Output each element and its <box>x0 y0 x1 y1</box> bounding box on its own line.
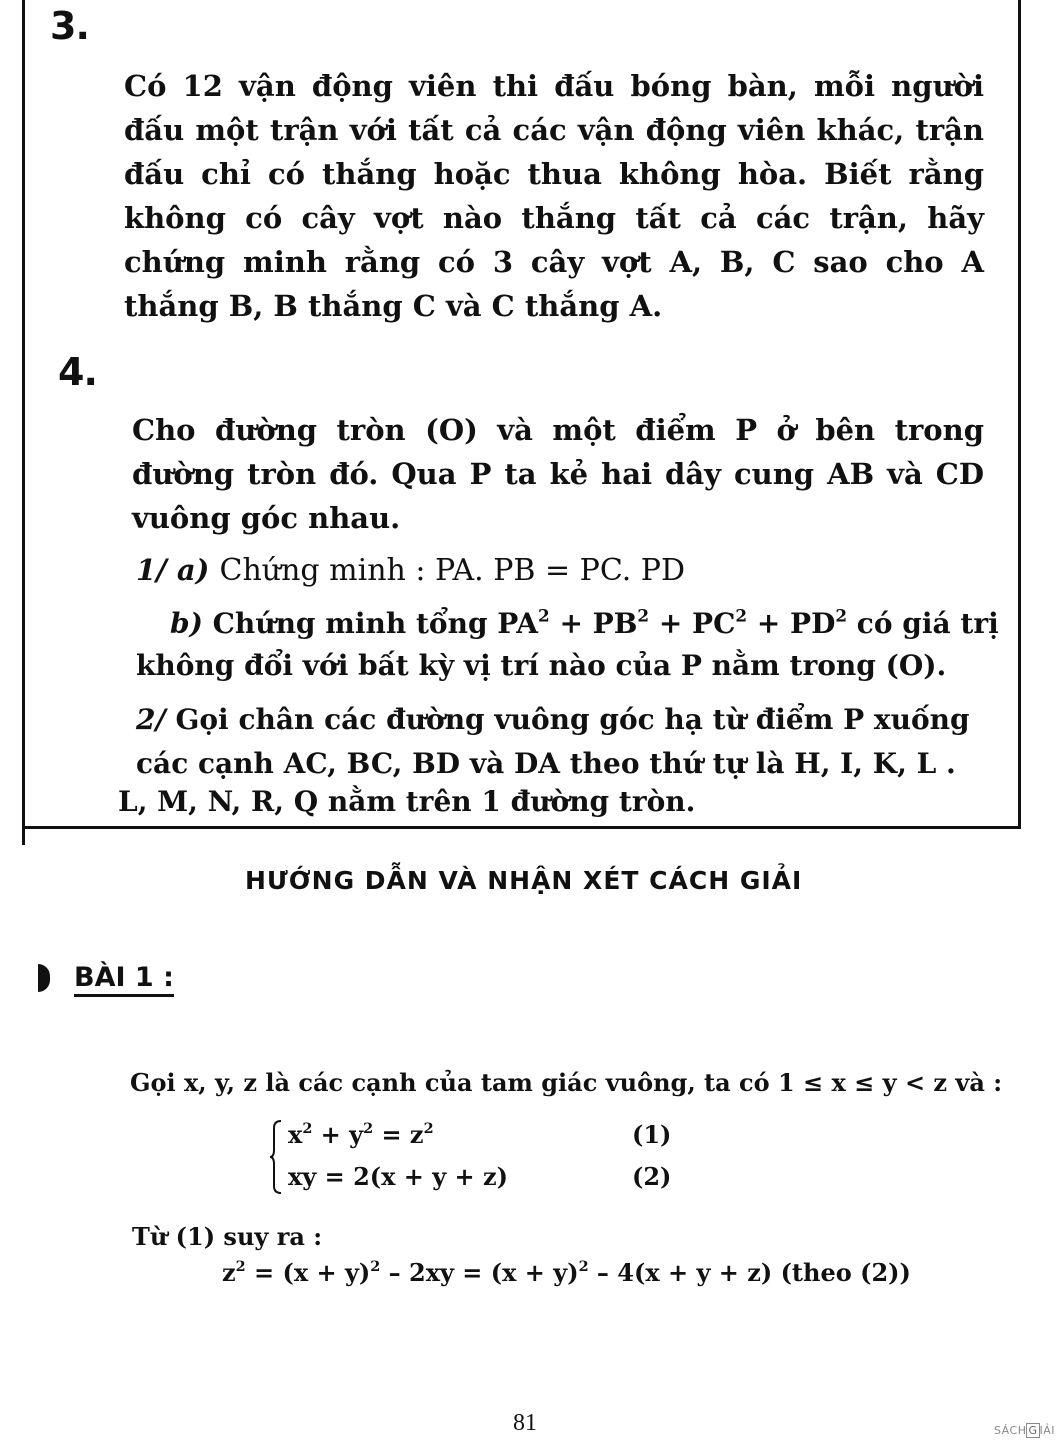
eq1-z: = z <box>373 1120 424 1149</box>
part-1a-text: Chứng minh : PA. PB = PC. PD <box>219 553 686 588</box>
exponent: 2 <box>835 605 848 626</box>
equation-1 <box>288 1120 434 1149</box>
bai-1-label: BÀI 1 : <box>74 962 174 997</box>
eq1-x: x <box>288 1120 303 1149</box>
part-1b-plus-pd: + PD <box>747 607 836 640</box>
exponent: 2 <box>637 605 650 626</box>
equation-2: xy = 2(x + y + z) <box>288 1162 509 1191</box>
from-eq1: Từ (1) suy ra : <box>132 1222 323 1251</box>
problem-3-number: 3. <box>50 4 89 48</box>
problem-3-line: Có 12 vận động viên thi đấu bóng bàn, mỗi người <box>124 69 984 103</box>
part-1b-text-post: có giá trị <box>847 607 999 640</box>
z-squared-derivation <box>222 1258 911 1287</box>
box-left-border <box>22 0 25 845</box>
page-number: 81 <box>513 1410 537 1436</box>
logo-right: IẢI <box>1039 1424 1056 1437</box>
exponent: 2 <box>735 605 748 626</box>
problem-4-line: Cho đường tròn (O) và một điểm P ở bên trong <box>132 413 984 447</box>
exponent: 2 <box>578 1257 589 1275</box>
equation-2-tag: (2) <box>632 1162 672 1191</box>
problem-4-part-2-line3: L, M, N, R, Q nằm trên 1 đường tròn. <box>118 785 696 818</box>
problem-3-line: không có cây vợt nào thắng tất cả các trận, hãy <box>124 201 984 235</box>
part-2-label: 2/ <box>136 703 166 736</box>
logo-left: SÁCH <box>994 1424 1027 1437</box>
guide-heading: HƯỚNG DẪN VÀ NHẬN XÉT CÁCH GIẢI <box>245 866 803 895</box>
solution-intro: Gọi x, y, z là các cạnh của tam giác vuông, ta có 1 ≤ x ≤ y < z và : <box>130 1068 1003 1097</box>
box-bottom-border <box>22 826 1021 829</box>
problem-4-number: 4. <box>58 350 97 394</box>
part-1a-label: 1/ a) <box>136 553 210 587</box>
exponent: 2 <box>363 1119 374 1137</box>
exponent: 2 <box>302 1119 313 1137</box>
box-right-border <box>1018 0 1021 788</box>
z2-part-b: = (x + y) <box>245 1258 371 1287</box>
problem-3-line: thắng B, B thắng C và C thắng A. <box>124 289 663 323</box>
problem-4-line: vuông góc nhau. <box>132 501 401 535</box>
equation-1-tag: (1) <box>632 1120 672 1149</box>
exponent: 2 <box>370 1257 381 1275</box>
problem-4-part-2-line2: các cạnh AC, BC, BD và DA theo thứ tự là H, I, K, L . <box>136 747 956 780</box>
exponent: 2 <box>538 605 550 626</box>
part-1b-label: b) <box>170 607 203 640</box>
exponent: 2 <box>423 1119 434 1137</box>
section-bullet-icon <box>38 964 50 992</box>
problem-4-part-1b-line2: không đổi với bất kỳ vị trí nào của P nằm trong (O). <box>136 649 947 682</box>
system-brace-icon <box>270 1120 282 1194</box>
part-1b-plus-pb: + PB <box>549 607 638 640</box>
problem-4-part-1b <box>170 602 999 646</box>
problem-4-part-1a <box>136 548 685 593</box>
z2-part-d: – 4(x + y + z) (theo (2)) <box>588 1258 911 1287</box>
problem-3-line: đấu một trận với tất cả các vận động viên khác, trận <box>124 113 984 147</box>
problem-3-line: đấu chỉ có thắng hoặc thua không hòa. Biết rằng <box>124 157 984 191</box>
logo-mid: G <box>1028 1424 1038 1437</box>
exponent: 2 <box>235 1257 246 1275</box>
watermark-logo <box>994 1424 1055 1437</box>
problem-4-line: đường tròn đó. Qua P ta kẻ hai dây cung AB và CD <box>132 457 984 491</box>
eq1-y: + y <box>312 1120 364 1149</box>
z2-z: z <box>222 1258 236 1287</box>
part-1b-plus-pc: + PC <box>649 607 736 640</box>
z2-part-c: – 2xy = (x + y) <box>380 1258 579 1287</box>
part-2-line1: Gọi chân các đường vuông góc hạ từ điểm P xuống <box>175 703 970 736</box>
problem-4-part-2 <box>136 698 970 742</box>
problem-3-line: chứng minh rằng có 3 cây vợt A, B, C sao cho A <box>124 245 984 279</box>
box-right-border-lower <box>1018 788 1021 828</box>
part-1b-text-pre: Chứng minh tổng PA <box>212 607 539 640</box>
